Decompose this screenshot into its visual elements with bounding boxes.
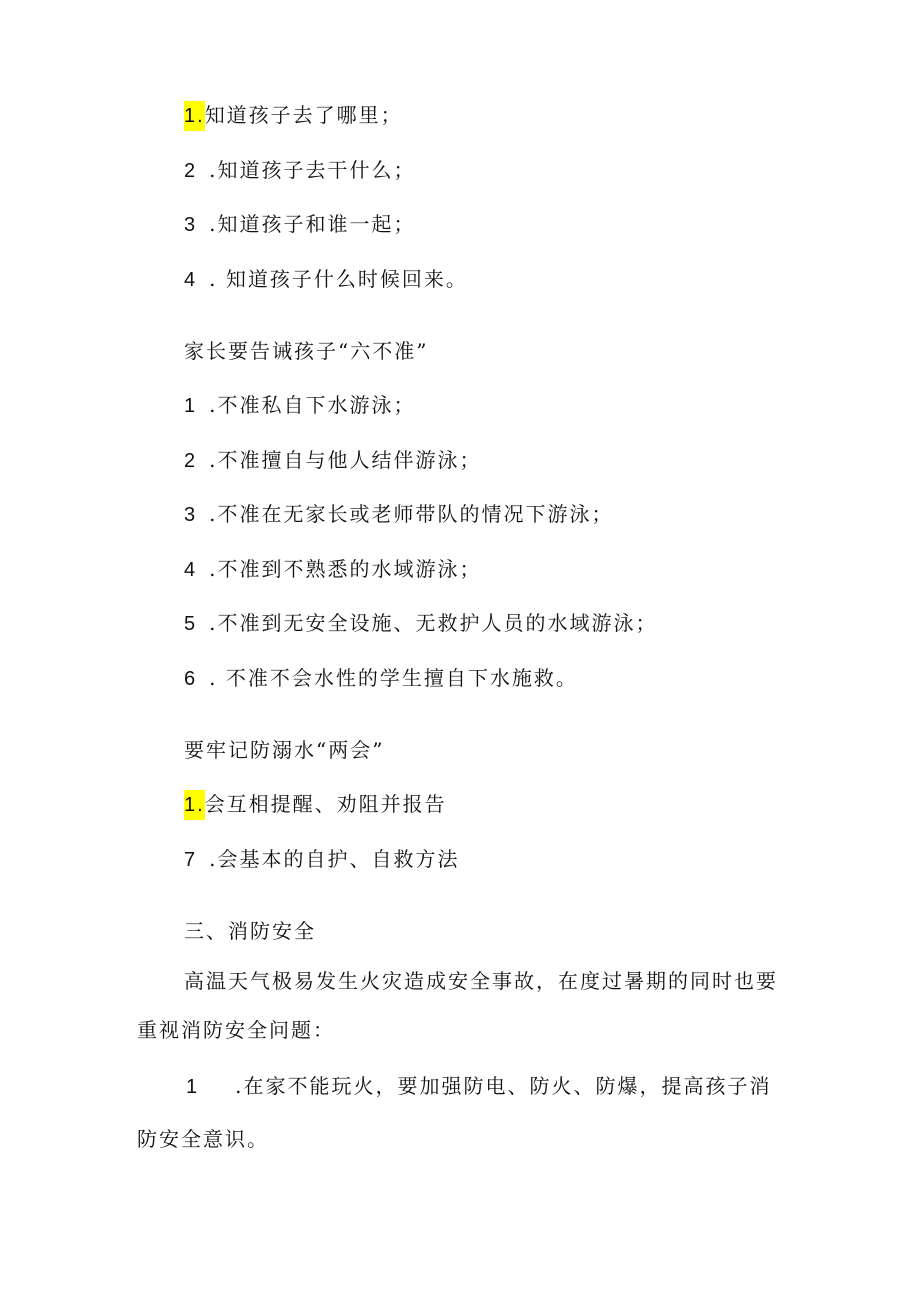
list-number: 1. bbox=[184, 101, 205, 131]
list-number: 1. bbox=[184, 790, 205, 820]
list-item bbox=[186, 1071, 771, 1102]
list-item bbox=[184, 844, 459, 875]
list-item bbox=[184, 789, 447, 820]
paragraph-line: 防安全意识。 bbox=[137, 1127, 269, 1151]
list-item bbox=[184, 554, 481, 585]
list-text: .不准擅自与他人结伴游泳； bbox=[209, 448, 482, 472]
list-text: .知道孩子去干什么； bbox=[209, 158, 416, 182]
list-text: 知道孩子去了哪里； bbox=[204, 103, 403, 127]
list-text: .不准私自下水游泳； bbox=[209, 393, 416, 417]
list-number: 6 bbox=[184, 668, 198, 690]
list-text: .不准到无安全设施、无救护人员的水域游泳； bbox=[209, 611, 658, 635]
list-number: 2 bbox=[184, 160, 198, 182]
list-number: 3 bbox=[184, 214, 198, 236]
list-item bbox=[184, 100, 403, 131]
list-number: 7 bbox=[184, 849, 198, 871]
list-item bbox=[184, 608, 657, 639]
list-item bbox=[184, 264, 468, 295]
list-text: . 知道孩子什么时候回来。 bbox=[209, 267, 468, 291]
list-number: 3 bbox=[184, 504, 198, 526]
list-text: 会互相提醒、劝阻并报告 bbox=[204, 792, 447, 816]
list-number: 1 bbox=[186, 1076, 200, 1098]
list-item bbox=[184, 390, 415, 421]
paragraph-line: 高温天气极易发生火灾造成安全事故，在度过暑期的同时也要 bbox=[184, 969, 778, 993]
list-number: 4 bbox=[184, 269, 198, 291]
list-text: . 不准不会水性的学生擅自下水施救。 bbox=[209, 666, 578, 690]
list-text: .不准在无家长或老师带队的情况下游泳； bbox=[209, 502, 614, 526]
list-number: 2 bbox=[184, 450, 198, 472]
section-heading: 家长要告诫孩子“六不准” bbox=[184, 339, 429, 363]
list-number: 1 bbox=[184, 395, 198, 417]
section-heading: 要牢记防溺水“两会” bbox=[184, 738, 385, 762]
paragraph-line: 重视消防安全问题： bbox=[137, 1018, 335, 1042]
list-item bbox=[184, 499, 613, 530]
list-text: .在家不能玩火，要加强防电、防火、防爆，提高孩子消 bbox=[235, 1074, 772, 1098]
list-number: 4 bbox=[184, 559, 198, 581]
list-text: .会基本的自护、自救方法 bbox=[209, 847, 460, 871]
list-text: .知道孩子和谁一起； bbox=[209, 212, 416, 236]
list-number: 5 bbox=[184, 613, 198, 635]
list-item bbox=[184, 663, 578, 694]
list-text: .不准到不熟悉的水域游泳； bbox=[209, 557, 482, 581]
section-heading: 三、消防安全 bbox=[184, 919, 316, 943]
list-item bbox=[184, 209, 415, 240]
list-item bbox=[184, 445, 481, 476]
list-item bbox=[184, 155, 415, 186]
